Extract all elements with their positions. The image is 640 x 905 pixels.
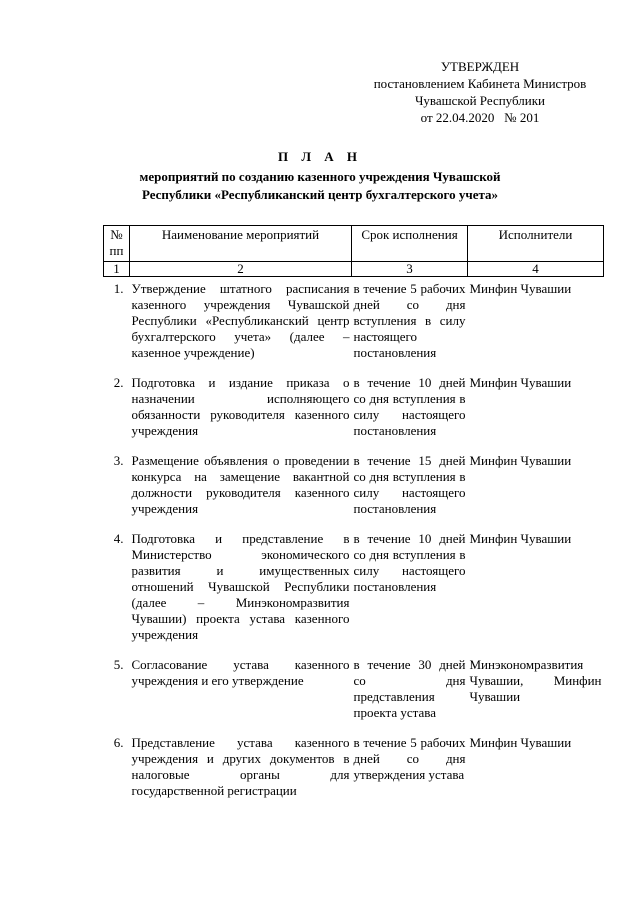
table-row — [104, 439, 604, 517]
row-term: в течение 30 дней со дня представления проекта устава — [353, 657, 466, 720]
approval-stamp — [360, 58, 600, 126]
document-title — [100, 148, 540, 204]
row-index: 4. — [113, 531, 124, 546]
header-name: Наименование мероприятий — [130, 226, 352, 262]
row-name: Согласование устава казенного учреждения и его утверждение — [131, 657, 350, 688]
title-subline: мероприятий по созданию казенного учреждения Чувашской — [139, 169, 501, 184]
title-subline: Республики «Республиканский центр бухгалтерского учета» — [141, 187, 499, 202]
row-name: Подготовка и представление в Министерство экономического развития и имущественных отношений Чувашской Республики (далее – Минэкономразвития Чувашии) проекта устава казенного учреждения — [131, 531, 350, 642]
table-row — [104, 277, 604, 362]
column-number: 1 — [104, 262, 130, 277]
table-row — [104, 517, 604, 643]
row-index: 1. — [113, 281, 124, 296]
approval-line: Чувашской Республики — [414, 93, 546, 108]
row-exec: Минфин Чувашии — [469, 531, 572, 546]
table-numbering-row — [104, 262, 604, 277]
row-name: Подготовка и издание приказа о назначении исполняющего обязанности руководителя казенного учреждения — [131, 375, 350, 438]
column-number: 3 — [352, 262, 468, 277]
table-row — [104, 361, 604, 439]
header-term: Срок исполнения — [352, 226, 468, 262]
row-index: 2. — [113, 375, 124, 390]
approval-line: постановлением Кабинета Министров — [373, 76, 587, 91]
row-term: в течение 5 рабочих дней со дня вступления в силу настоящего постановления — [353, 281, 466, 360]
row-term: в течение 10 дней со дня вступления в силу настоящего постановления — [353, 375, 466, 438]
row-name: Размещение объявления о проведении конкурса на замещение вакантной должности руководителя казенного учреждения — [131, 453, 350, 516]
row-name: Утверждение штатного расписания казенного учреждения Чувашской Республики «Республиканский центр бухгалтерского учета» (далее – казенное учреждение) — [131, 281, 350, 360]
row-term: в течение 15 дней со дня вступления в силу настоящего постановления — [353, 453, 466, 516]
header-num: № пп — [104, 226, 130, 262]
table-header-row — [104, 226, 604, 262]
header-exec: Исполнители — [468, 226, 604, 262]
row-exec: Минфин Чувашии — [469, 735, 572, 750]
title-word: П Л А Н — [277, 149, 363, 164]
table-row — [104, 721, 604, 799]
row-name: Представление устава казенного учреждения и других документов в налоговые органы для государственной регистрации — [131, 735, 350, 798]
row-term: в течение 5 рабочих дней со дня утверждения устава — [353, 735, 466, 782]
row-exec: Минфин Чувашии — [469, 453, 572, 468]
column-number: 4 — [468, 262, 604, 277]
row-index: 3. — [113, 453, 124, 468]
approval-title: УТВЕРЖДЕН — [440, 59, 520, 74]
column-number: 2 — [130, 262, 352, 277]
row-exec: Минфин Чувашии — [469, 281, 572, 296]
table-row — [104, 643, 604, 721]
row-term: в течение 10 дней со дня вступления в силу настоящего постановления — [353, 531, 466, 594]
row-index: 5. — [113, 657, 124, 672]
row-index: 6. — [113, 735, 124, 750]
plan-table — [103, 225, 604, 799]
row-exec: Минэкономразвития Чувашии, Минфин Чувашии — [469, 657, 602, 704]
approval-date: от 22.04.2020 № 201 — [420, 110, 540, 125]
row-exec: Минфин Чувашии — [469, 375, 572, 390]
